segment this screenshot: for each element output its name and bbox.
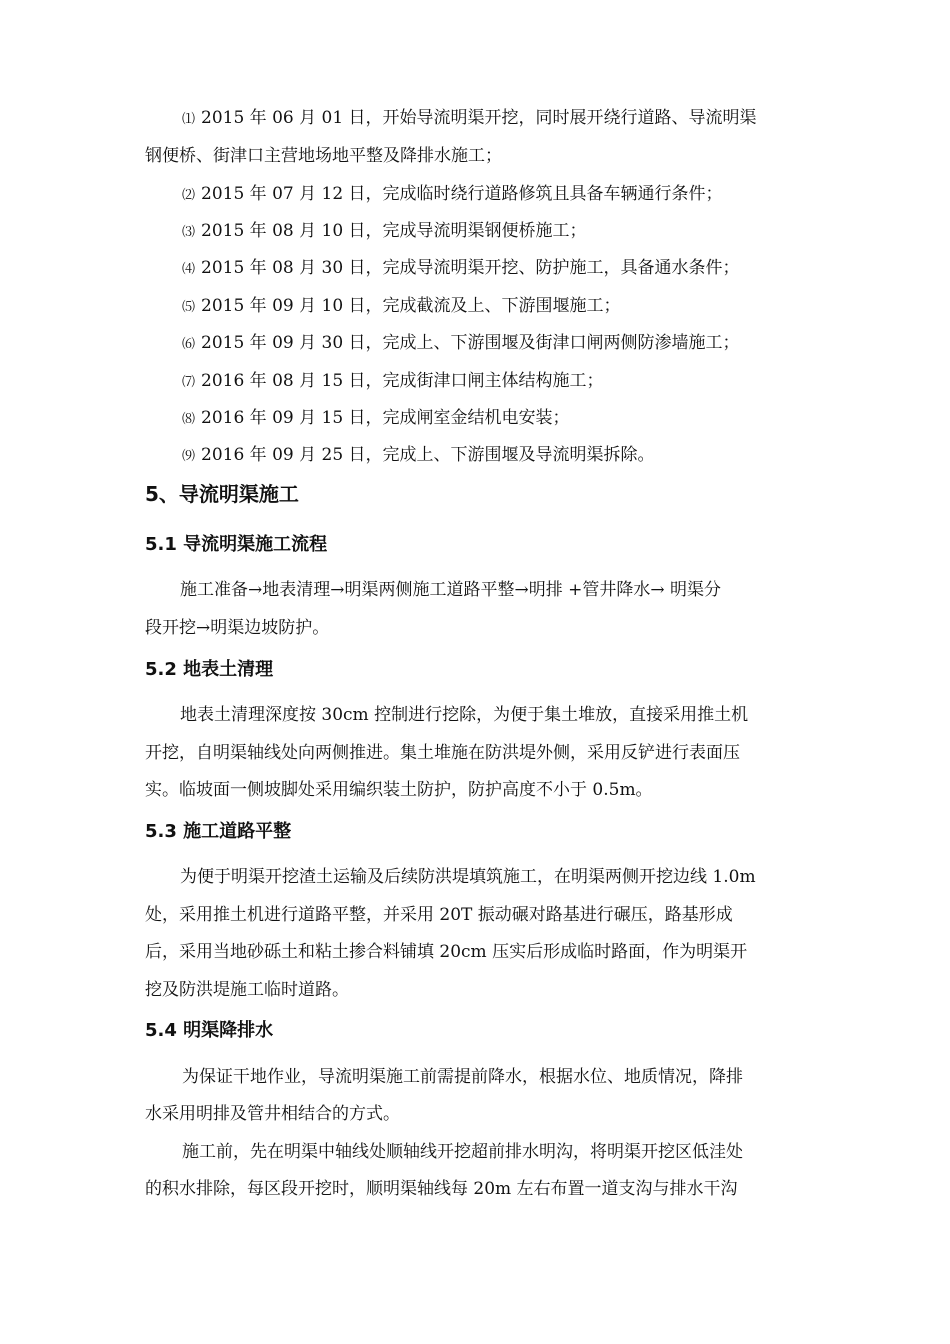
subsection-heading: 5.3 施工道路平整: [145, 821, 292, 842]
milestone-item: [182, 182, 723, 208]
paragraph-line: 为便于明渠开挖渣土运输及后续防洪堤填筑施工，在明渠两侧开挖边线 1.0m: [180, 867, 756, 887]
milestone-text: 2015 年 09 月 30 日，完成上、下游围堰及街津口闸两侧防渗墙施工；: [201, 333, 740, 353]
milestone-text: 2015 年 08 月 30 日，完成导流明渠开挖、防护施工，具备通水条件；: [201, 258, 740, 278]
paragraph-line: 的积水排除，每区段开挖时，顺明渠轴线每 20m 左右布置一道支沟与排水干沟: [145, 1179, 738, 1199]
paragraph-line: 施工准备→地表清理→明渠两侧施工道路平整→明排 +管井降水→ 明渠分: [180, 580, 722, 600]
section-heading: 5、导流明渠施工: [145, 482, 299, 506]
milestone-item: [182, 443, 655, 469]
milestone-continuation: [145, 144, 502, 168]
paragraph-line: 施工前，先在明渠中轴线处顺轴线开挖超前排水明沟，将明渠开挖区低洼处: [182, 1142, 743, 1162]
milestone-text: 2015 年 09 月 10 日，完成截流及上、下游围堰施工；: [201, 296, 621, 316]
milestone-item: [182, 256, 740, 282]
paragraph-line: 后，采用当地砂砾土和粘土掺合料铺填 20cm 压实后形成临时路面，作为明渠开: [145, 942, 748, 962]
milestone-number: ⑹: [182, 337, 196, 352]
milestone-number: ⑺: [182, 375, 196, 390]
milestone-number: ⑻: [182, 412, 196, 427]
milestone-text: 2016 年 08 月 15 日，完成街津口闸主体结构施工；: [201, 371, 604, 391]
subsection-heading: 5.4 明渠降排水: [145, 1020, 274, 1041]
milestone-number: ⑼: [182, 449, 196, 464]
paragraph-line: 水采用明排及管井相结合的方式。: [145, 1104, 400, 1124]
paragraph-line: 开挖，自明渠轴线处向两侧推进。集土堆施在防洪堤外侧，采用反铲进行表面压: [145, 743, 740, 763]
subsection-heading: 5.2 地表土清理: [145, 659, 274, 680]
paragraph-line: 实。临坡面一侧坡脚处采用编织装土防护，防护高度不小于 0.5m。: [145, 780, 653, 800]
paragraph-line: 段开挖→明渠边坡防护。: [145, 618, 330, 638]
milestone-item: [182, 406, 570, 432]
milestone-item: [182, 294, 621, 320]
milestone-item: [182, 219, 587, 245]
milestone-item: [182, 106, 757, 132]
milestone-number: ⑶: [182, 225, 196, 240]
milestone-number: ⑸: [182, 300, 196, 315]
milestone-text: 2015 年 06 月 01 日，开始导流明渠开挖，同时展开绕行道路、导流明渠: [201, 108, 757, 128]
subsection-heading: 5.1 导流明渠施工流程: [145, 534, 328, 555]
milestone-text: 2015 年 07 月 12 日，完成临时绕行道路修筑且具备车辆通行条件；: [201, 184, 723, 204]
milestone-text: 2016 年 09 月 15 日，完成闸室金结机电安装；: [201, 408, 570, 428]
milestone-item: [182, 369, 604, 395]
milestone-text: 2015 年 08 月 10 日，完成导流明渠钢便桥施工；: [201, 221, 587, 241]
paragraph-line: 地表土清理深度按 30cm 控制进行挖除，为便于集土堆放，直接采用推土机: [180, 705, 749, 725]
paragraph-line: 处，采用推土机进行道路平整，并采用 20T 振动碾对路基进行碾压，路基形成: [145, 905, 733, 925]
paragraph-line: 为保证干地作业，导流明渠施工前需提前降水，根据水位、地质情况，降排: [182, 1067, 743, 1087]
paragraph-line: 挖及防洪堤施工临时道路。: [145, 980, 349, 1000]
milestone-item: [182, 331, 740, 357]
milestone-text: 2016 年 09 月 25 日，完成上、下游围堰及导流明渠拆除。: [201, 445, 655, 465]
milestone-number: ⑵: [182, 188, 196, 203]
milestone-number: ⑴: [182, 112, 196, 127]
milestone-number: ⑷: [182, 262, 196, 277]
milestone-text: 钢便桥、街津口主营地场地平整及降排水施工；: [145, 146, 502, 166]
